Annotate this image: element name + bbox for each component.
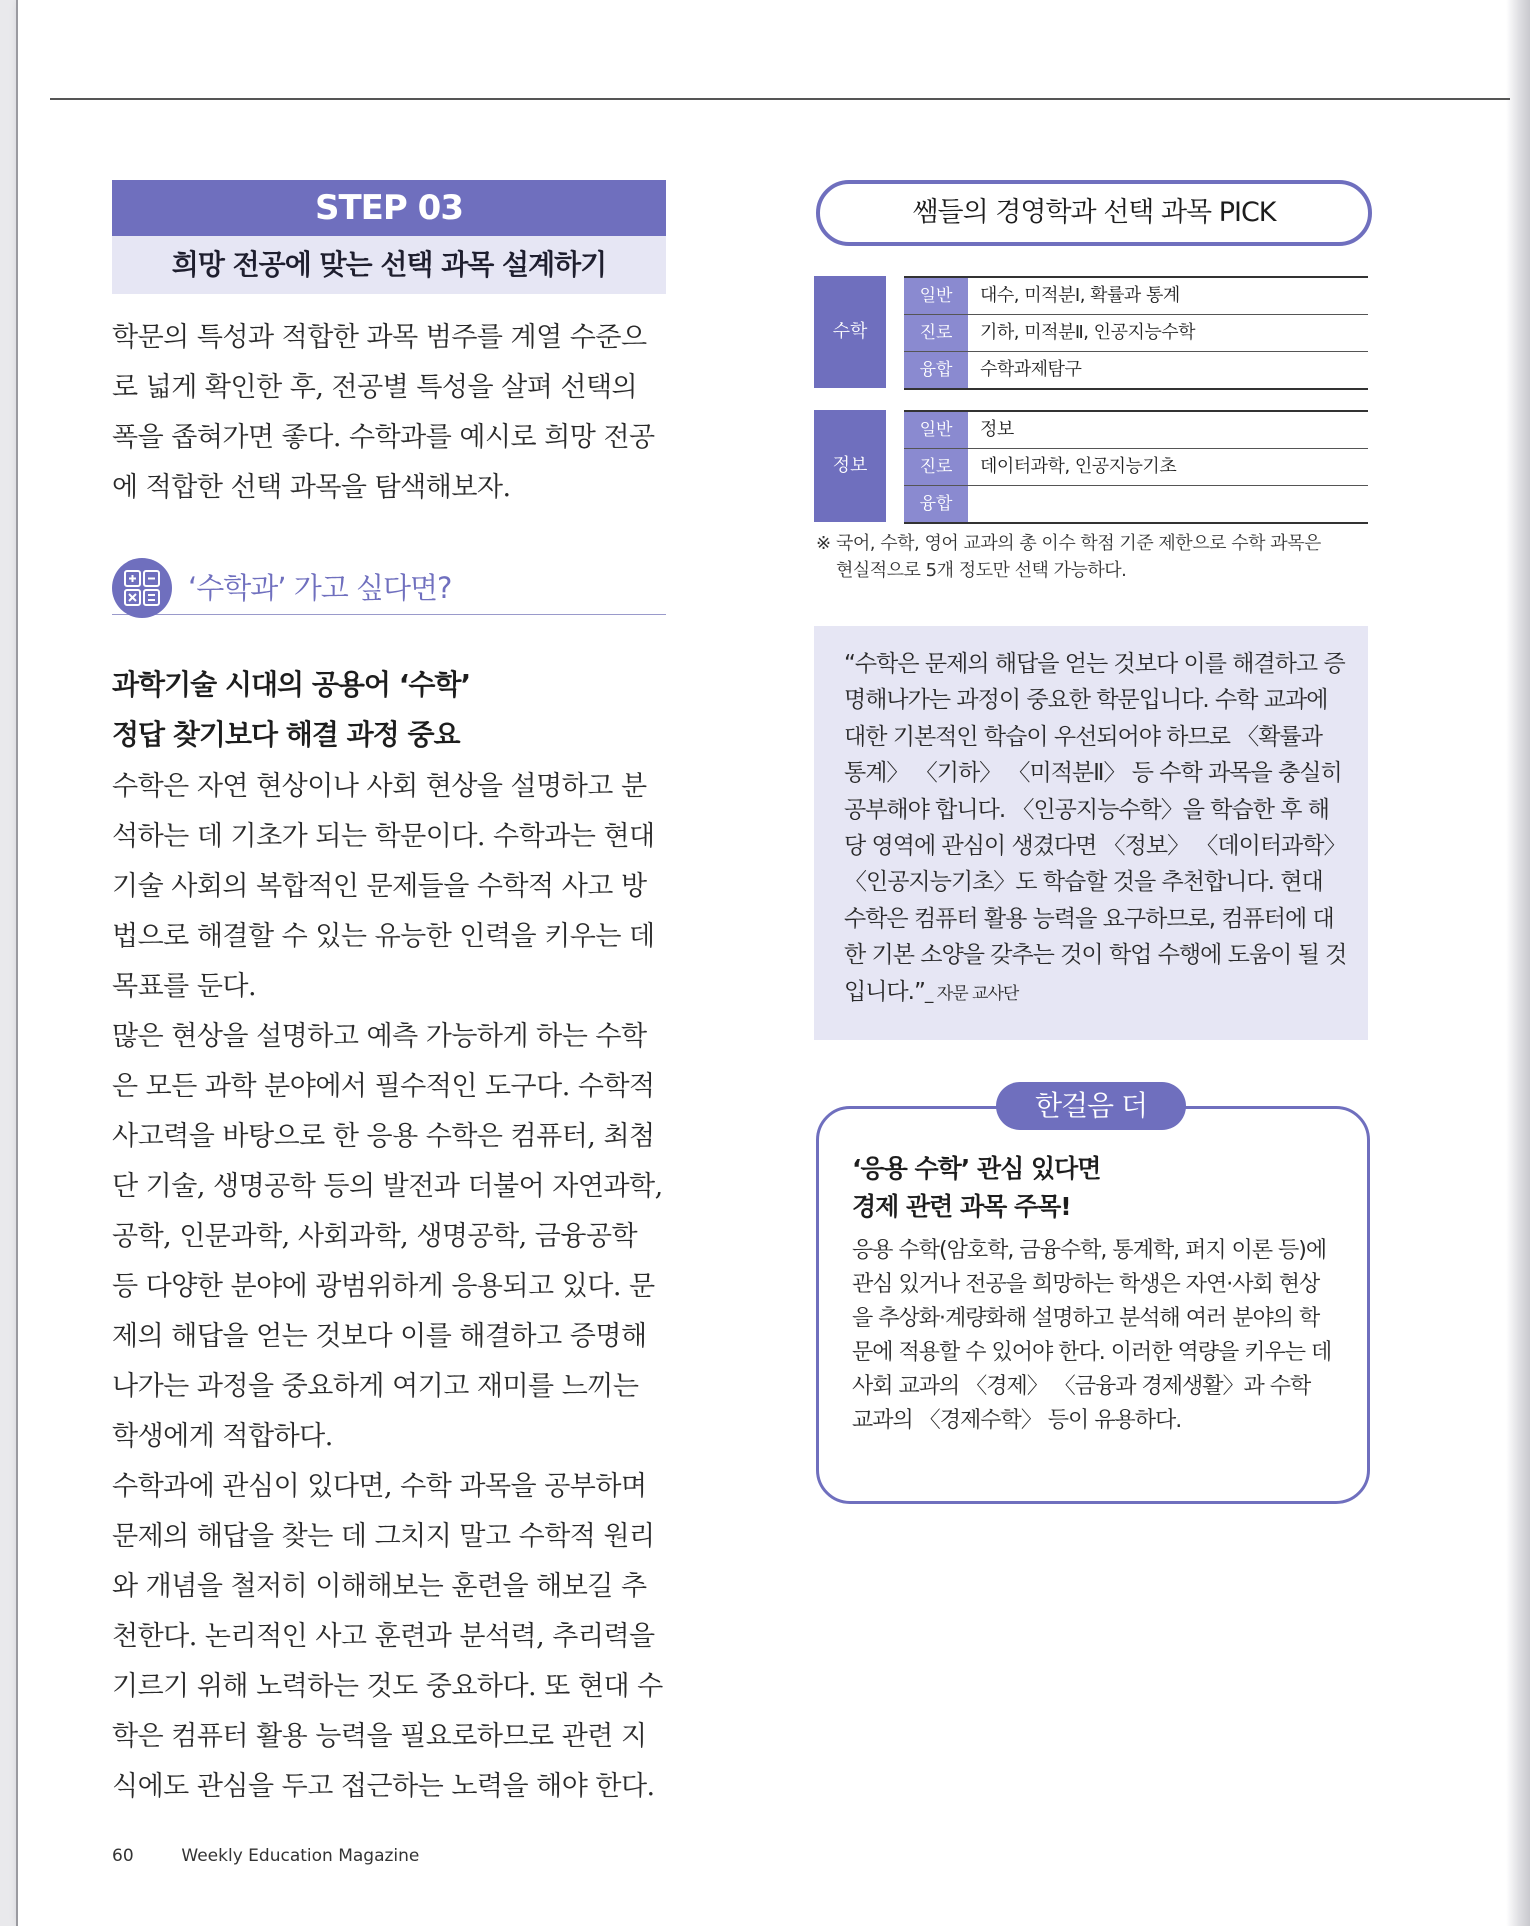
level-cell: 진로 [904, 315, 968, 351]
section-subhead [112, 556, 666, 615]
step-title: 희망 전공에 맞는 선택 과목 설계하기 [112, 236, 666, 294]
subjects-cell: 대수, 미적분Ⅰ, 확률과 통계 [980, 285, 1180, 306]
magazine-name: Weekly Education Magazine [181, 1846, 420, 1866]
body-paragraph-1: 수학은 자연 현상이나 사회 현상을 설명하고 분석하는 데 기초가 되는 학문이다. 수학과는 현대 기술 사회의 복합적인 문제들을 수학적 사고 방법으로 해결할 수 있는 유능한 인력을 키우는 데 목표를 둔다. [112, 771, 655, 1002]
page-number: 60 [112, 1846, 134, 1866]
note-line-2: 현실적으로 5개 정도만 선택 가능하다. [836, 560, 1127, 581]
level-cell: 융합 [904, 352, 968, 388]
quote-body: “수학은 문제의 해답을 얻는 것보다 이를 해결하고 증명해나가는 과정이 중요한 학문입니다. 수학 교과에 대한 기본적인 학습이 우선되어야 하므로 〈확률과 통계〉 〈기하〉 〈미적분Ⅱ〉 등 수학 과목을 충실히 공부해야 합니다. 〈인공지능수학〉을 학습한 후 해당 영역에 관심이 생겼다면 〈정보〉 〈데이터과학〉 〈인공지능기초〉도 학습할 것을 추천합니다. 현대 수학은 컴퓨터 활용 능력을 요구하므로, 컴퓨터에 대한 기본 소양을 갖추는 것이 학업 수행에 도움이 될 것입니다.” [844, 651, 1347, 1005]
table-row [904, 278, 1368, 315]
page-footer [112, 1846, 419, 1866]
table-rows [904, 410, 1368, 524]
level-cell: 진로 [904, 449, 968, 485]
table-row [904, 412, 1368, 449]
quote-text [844, 646, 1348, 1012]
article-body [112, 762, 668, 1812]
advisor-quote [814, 626, 1368, 1040]
table-rows [904, 276, 1368, 390]
subhead-title: ‘수학과’ 가고 싶다면? [188, 571, 452, 605]
table-row [904, 486, 1368, 524]
step-label: STEP 03 [112, 180, 666, 236]
step-header [112, 180, 666, 294]
headline-line-1: 과학기술 시대의 공용어 ‘수학’ [112, 668, 471, 701]
article-headline [112, 660, 470, 760]
body-paragraph-3: 수학과에 관심이 있다면, 수학 과목을 공부하며 문제의 해답을 찾는 데 그치지 말고 수학적 원리와 개념을 철저히 이해해보는 훈련을 해보길 추천한다. 논리적인 사고 훈련과 분석력, 추리력을 기르기 위해 노력하는 것도 중요하다. 또 현대 수학은 컴퓨터 활용 능력을 필요로하므로 관련 지식에도 관심을 두고 접근하는 노력을 해야 한다. [112, 1471, 663, 1802]
table-category: 정보 [814, 410, 886, 522]
body-paragraph-2: 많은 현상을 설명하고 예측 가능하게 하는 수학은 모든 과학 분야에서 필수적인 도구다. 수학적 사고력을 바탕으로 한 응용 수학은 컴퓨터, 최첨단 기술, 생명공학 등의 발전과 더불어 자연과학, 공학, 인문과학, 사회과학, 생명공학, 금융공학 등 다양한 분야에 광범위하게 응용되고 있다. 문제의 해답을 얻는 것보다 이를 해결하고 증명해나가는 과정을 중요하게 여기고 재미를 느끼는 학생에게 적합하다. [112, 1021, 663, 1452]
one-step-more-body: 응용 수학(암호학, 금융수학, 통계학, 퍼지 이론 등)에 관심 있거나 전공을 희망하는 학생은 자연·사회 현상을 추상화·계량화해 설명하고 분석해 여러 분야의 학문에 적용할 수 있어야 한다. 이러한 역량을 키우는 데 사회 교과의 〈경제〉 〈금융과 경제생활〉과 수학 교과의 〈경제수학〉 등이 유용하다. [852, 1238, 1332, 1433]
level-cell: 일반 [904, 278, 968, 314]
page-edge [1506, 0, 1530, 1926]
table-footnote [816, 530, 1372, 584]
table-row [904, 352, 1368, 390]
note-mark: ※ [816, 533, 831, 554]
intro-paragraph: 학문의 특성과 적합한 과목 범주를 계열 수준으로 넓게 확인한 후, 전공별 특성을 살펴 선택의 폭을 좁혀가면 좋다. 수학과를 예시로 희망 전공에 적합한 선택 과목을 탐색해보자. [112, 322, 655, 503]
more-headline-2: 경제 관련 과목 주목! [852, 1192, 1071, 1221]
headline-line-2: 정답 찾기보다 해결 과정 중요 [112, 718, 460, 751]
one-step-more-tag: 한걸음 더 [996, 1082, 1186, 1130]
more-headline-1: ‘응용 수학’ 관심 있다면 [852, 1154, 1101, 1183]
pick-title: 쌤들의 경영학과 선택 과목 PICK [816, 180, 1372, 246]
subjects-cell: 수학과제탐구 [980, 359, 1082, 380]
quote-source: _ 자문 교사단 [924, 983, 1019, 1004]
table-category: 수학 [814, 276, 886, 388]
level-cell: 일반 [904, 412, 968, 448]
level-cell: 융합 [904, 486, 968, 522]
table-row [904, 449, 1368, 486]
one-step-more-headline [852, 1150, 1332, 1226]
top-rule [50, 98, 1510, 100]
subjects-cell: 데이터과학, 인공지능기초 [980, 456, 1177, 477]
subjects-cell: 정보 [980, 419, 1014, 440]
subjects-cell: 기하, 미적분Ⅱ, 인공지능수학 [980, 322, 1196, 343]
note-line-1: 국어, 수학, 영어 교과의 총 이수 학점 기준 제한으로 수학 과목은 [836, 533, 1321, 554]
calculator-icon [112, 558, 172, 618]
table-row [904, 315, 1368, 352]
